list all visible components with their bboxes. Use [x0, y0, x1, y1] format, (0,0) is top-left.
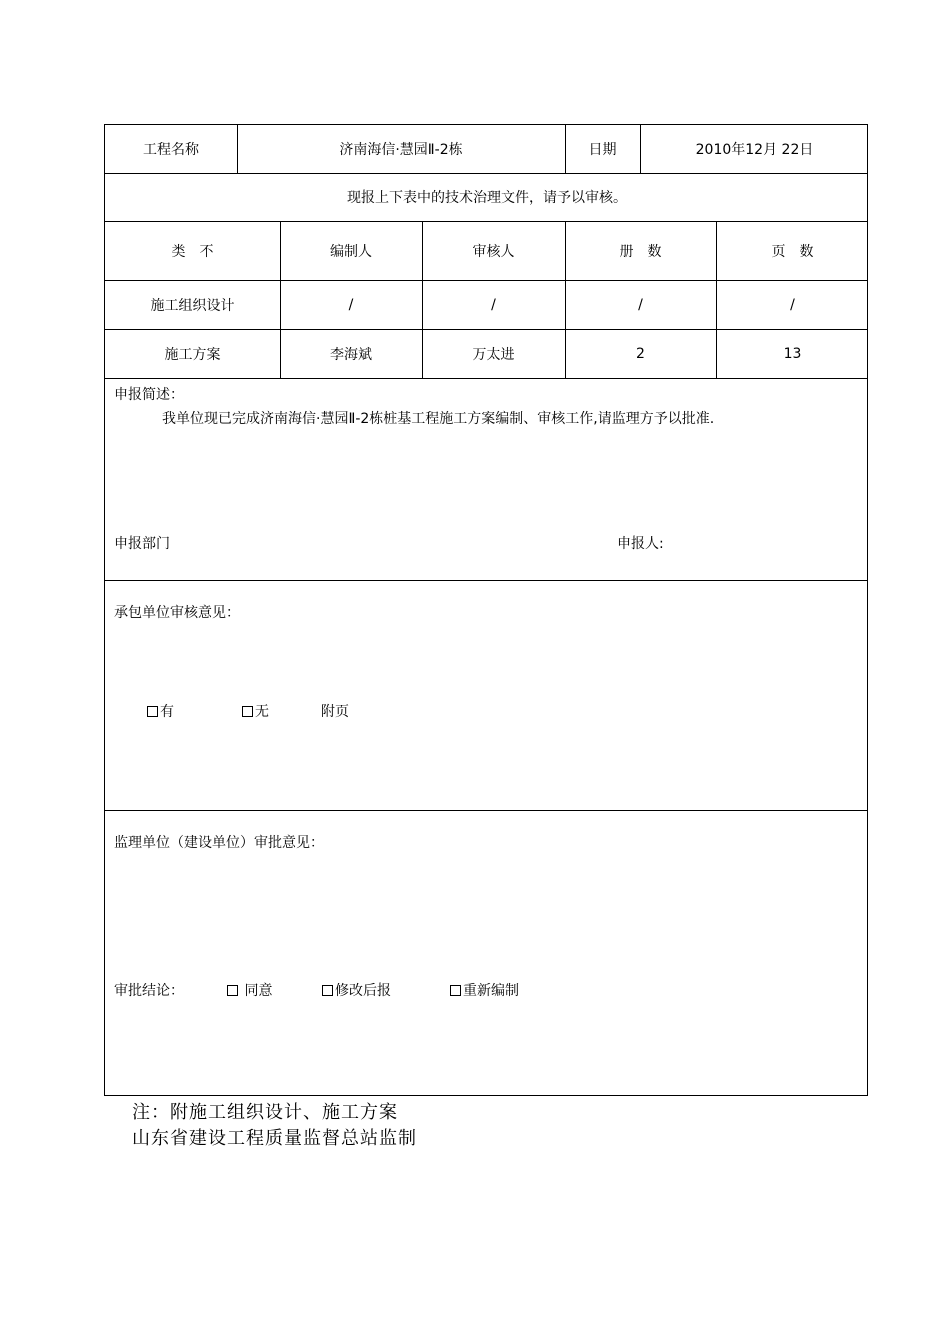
- note-attachment: 注：附施工组织设计、施工方案: [132, 1102, 398, 1123]
- date-label: 日期: [588, 142, 617, 158]
- intro-text: 现报上下表中的技术治理文件，请予以审核。: [347, 190, 627, 206]
- checkbox-recompile[interactable]: [450, 980, 519, 1000]
- project-name-label: 工程名称: [143, 142, 199, 158]
- column-header-author: 编制人: [330, 243, 372, 260]
- row-divider: [105, 810, 867, 811]
- checkbox-recompile-label: 重新编制: [463, 983, 519, 999]
- checkbox-yes[interactable]: [147, 701, 174, 721]
- checkbox-icon[interactable]: [242, 706, 253, 717]
- checkbox-agree[interactable]: [227, 980, 272, 1000]
- checkbox-no[interactable]: [242, 701, 269, 721]
- checkbox-yes-label: 有: [160, 704, 174, 720]
- checkbox-revise[interactable]: [322, 980, 391, 1000]
- checkbox-icon[interactable]: [322, 985, 333, 996]
- table-cell: /: [790, 296, 795, 313]
- row-divider: [105, 378, 867, 379]
- checkbox-icon[interactable]: [450, 985, 461, 996]
- table-cell: 2: [636, 345, 645, 362]
- supervisor-opinion-label: 监理单位（建设单位）审批意见：: [114, 835, 324, 851]
- column-header-reviewer: 审核人: [472, 243, 515, 260]
- attachment-label: 附页: [321, 704, 349, 720]
- column-header-pages: 页 数: [771, 243, 814, 260]
- dept-label: 申报部门: [114, 536, 170, 552]
- checkbox-icon[interactable]: [227, 985, 238, 996]
- table-cell: 李海斌: [330, 346, 372, 363]
- checkbox-no-label: 无: [255, 704, 269, 720]
- column-header-category: 类 不: [171, 243, 214, 260]
- summary-text: 我单位现已完成济南海信·慧园Ⅱ-2栋桩基工程施工方案编制、审核工作,请监理方予以批准.: [162, 411, 715, 427]
- table-cell: /: [491, 296, 496, 313]
- table-cell: /: [638, 296, 643, 313]
- column-header-volumes: 册 数: [619, 243, 662, 260]
- project-name-value: 济南海信·慧园Ⅱ-2栋: [339, 142, 463, 158]
- checkbox-agree-label: 同意: [240, 983, 273, 999]
- checkbox-revise-label: 修改后报: [335, 983, 391, 999]
- table-cell: 施工方案: [164, 346, 221, 363]
- table-cell: 13: [783, 345, 802, 362]
- approval-form: [104, 124, 868, 1096]
- checkbox-icon[interactable]: [147, 706, 158, 717]
- reporter-label: 申报人:: [617, 536, 664, 552]
- summary-label: 申报简述：: [114, 387, 184, 403]
- note-issuer: 山东省建设工程质量监督总站监制: [132, 1128, 417, 1149]
- conclusion-label: 审批结论：: [114, 983, 184, 999]
- row-divider: [105, 580, 867, 581]
- table-cell: /: [348, 296, 354, 313]
- table-cell: 施工组织设计: [150, 297, 235, 314]
- date-value: 2010年12月 22日: [695, 142, 814, 158]
- contractor-opinion-label: 承包单位审核意见：: [114, 605, 240, 621]
- table-cell: 万太进: [472, 346, 515, 363]
